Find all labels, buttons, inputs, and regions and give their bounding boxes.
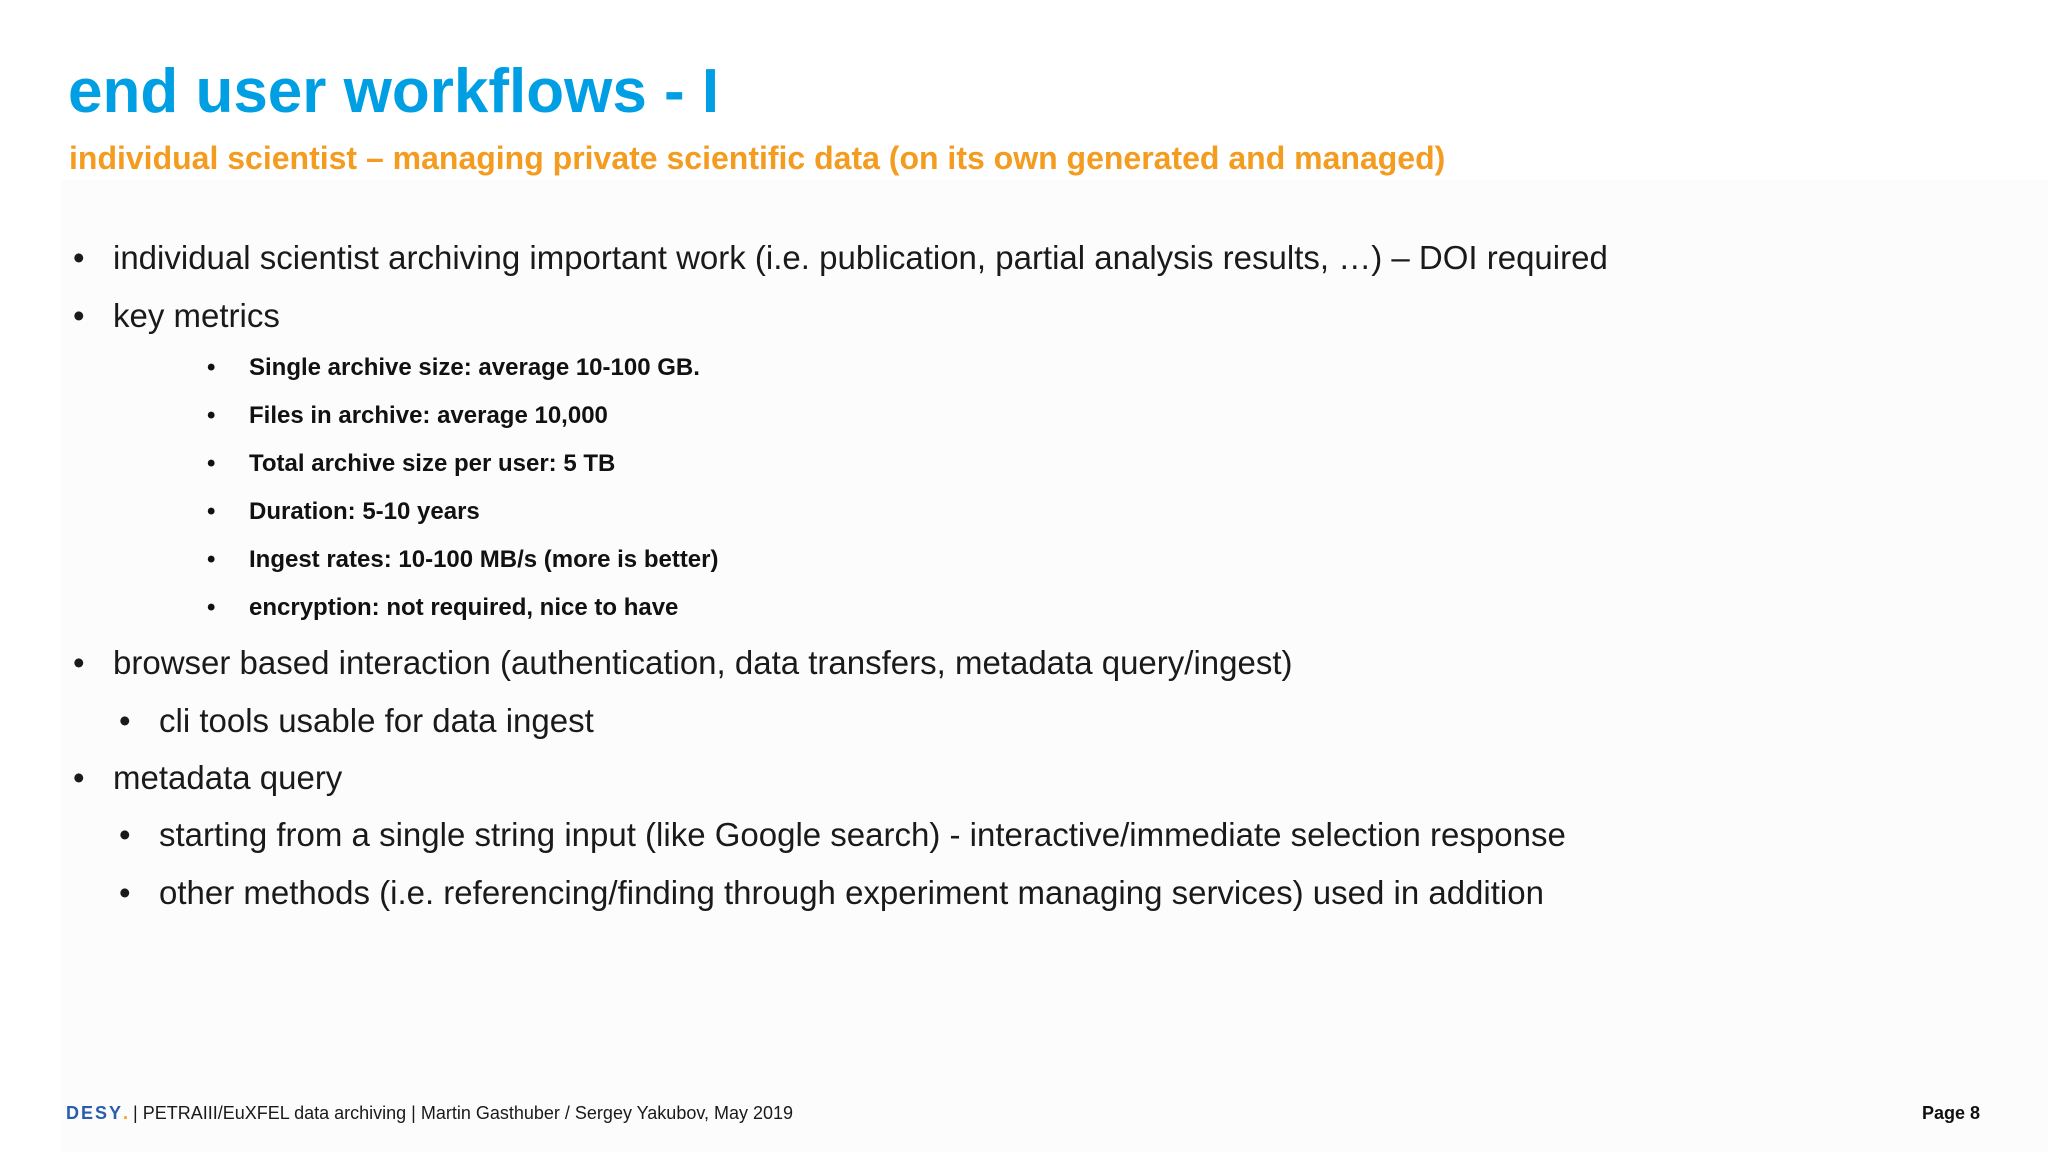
footer	[66, 1100, 793, 1126]
sub-bullet-text: starting from a single string input (like Google search) - interactive/immediate selection response	[159, 816, 1566, 853]
bullet-dot: •	[207, 450, 216, 477]
bullet-dot: •	[119, 702, 131, 739]
slide-subtitle: individual scientist – managing private scientific data (on its own generated and managed)	[69, 140, 1446, 176]
sub-bullet-text: other methods (i.e. referencing/finding through experiment managing services) used in addition	[159, 874, 1544, 911]
page-number: Page 8	[1921, 1103, 1980, 1123]
slide-title: end user workflows - I	[68, 57, 720, 126]
bullet-dot: •	[73, 644, 85, 681]
desy-logo-dot: .	[123, 1103, 129, 1123]
bullet-text: individual scientist archiving important work (i.e. publication, partial analysis results, …) – DOI required	[113, 239, 1608, 276]
bullet-text: metadata query	[113, 759, 343, 796]
bullet-dot: •	[73, 239, 85, 276]
bullet-dot: •	[119, 874, 131, 911]
bullet-dot: •	[207, 498, 216, 525]
metric-text: encryption: not required, nice to have	[249, 594, 679, 621]
bullet-text: key metrics	[113, 297, 280, 334]
metric-text: Files in archive: average 10,000	[249, 402, 608, 429]
sub-bullet-text: cli tools usable for data ingest	[159, 702, 594, 739]
bullet-dot: •	[119, 816, 131, 853]
metric-text: Total archive size per user: 5 TB	[249, 450, 616, 477]
metric-text: Duration: 5-10 years	[249, 498, 480, 525]
bullet-dot: •	[73, 297, 85, 334]
bullet-text: browser based interaction (authentication, data transfers, metadata query/ingest)	[113, 644, 1293, 681]
footer-text: | PETRAIII/EuXFEL data archiving | Martin Gasthuber / Sergey Yakubov, May 2019	[128, 1103, 794, 1123]
desy-logo: DESY	[66, 1103, 124, 1123]
bullet-dot: •	[207, 354, 216, 381]
bullet-dot: •	[207, 546, 216, 573]
bullet-dot: •	[207, 402, 216, 429]
metric-text: Single archive size: average 10-100 GB.	[249, 354, 700, 381]
bullet-dot: •	[207, 594, 216, 621]
bullet-dot: •	[73, 759, 85, 796]
metric-text: Ingest rates: 10-100 MB/s (more is better)	[249, 546, 719, 573]
